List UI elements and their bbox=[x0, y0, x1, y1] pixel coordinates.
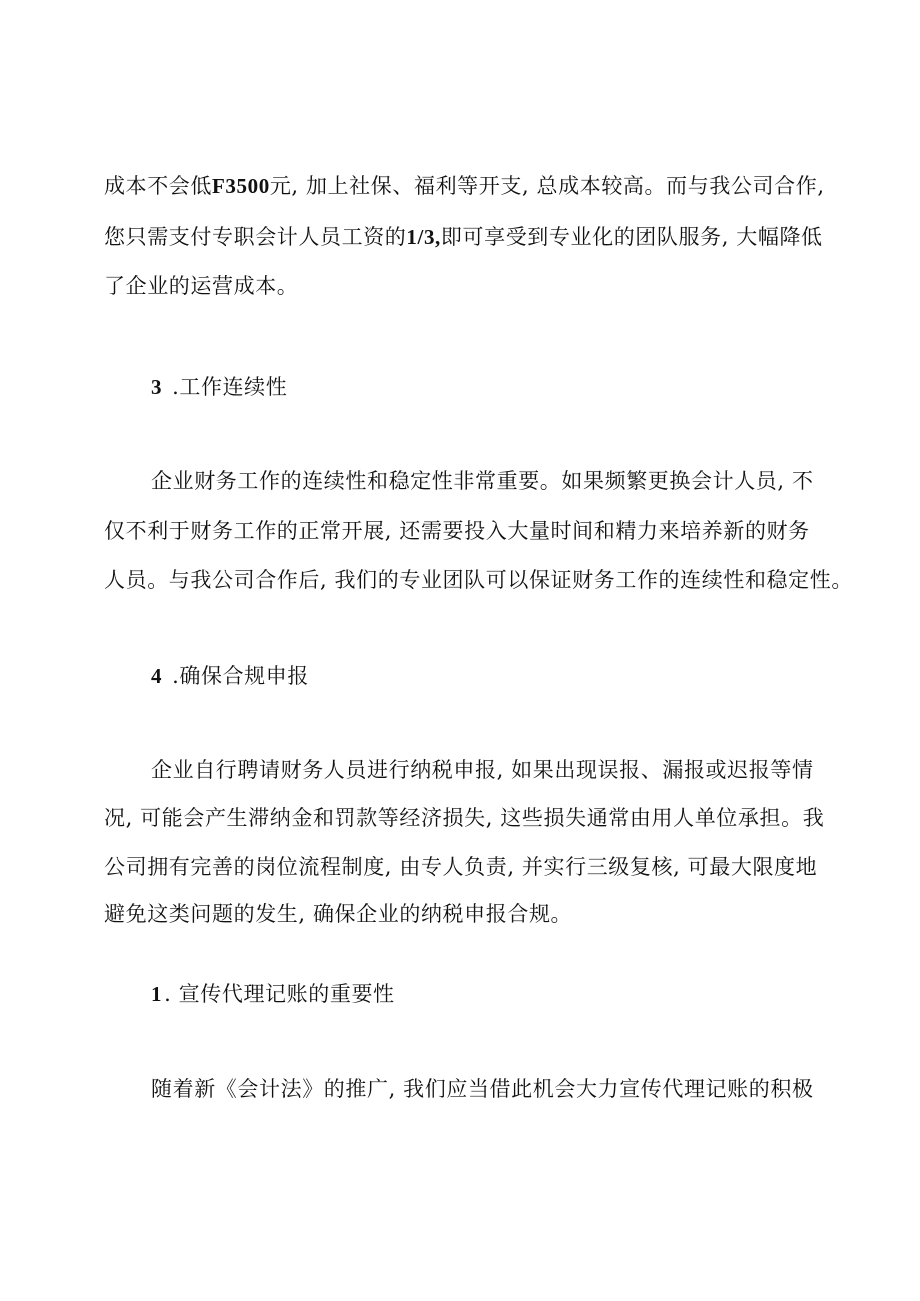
amount-text: F3500 bbox=[212, 174, 270, 198]
section-title: .工作连续性 bbox=[172, 375, 288, 399]
paragraph-line: 仅不利于财务工作的正常开展, 还需要投入大量时间和精力来培养新的财务 bbox=[104, 519, 810, 543]
text-run: 成本不会低 bbox=[104, 174, 212, 198]
section-heading bbox=[151, 372, 287, 402]
paragraph-line: 人员。与我公司合作后, 我们的专业团队可以保证财务工作的连续性和稳定性。 bbox=[104, 568, 853, 592]
section-heading bbox=[151, 979, 395, 1009]
fraction-text: 1/3, bbox=[406, 225, 441, 249]
section-title: .确保合规申报 bbox=[172, 664, 309, 688]
paragraph-line: 公司拥有完善的岗位流程制度, 由专人负责, 并实行三级复核, 可最大限度地 bbox=[104, 855, 818, 879]
text-run: 即可享受到专业化的团队服务, 大幅降低 bbox=[440, 225, 823, 249]
text-run: 元, 加上社保、福利等开支, 总成本较高。而与我公司合作, bbox=[269, 174, 825, 198]
paragraph-line: 随着新《会计法》的推广, 我们应当借此机会大力宣传代理记账的积极 bbox=[151, 1077, 814, 1101]
paragraph-line bbox=[104, 222, 823, 252]
section-title: . 宣传代理记账的重要性 bbox=[164, 982, 395, 1006]
section-number: 1 bbox=[151, 982, 163, 1006]
paragraph-line bbox=[104, 171, 825, 201]
paragraph-line: 了企业的运营成本。 bbox=[104, 274, 299, 298]
paragraph-line: 企业自行聘请财务人员进行纳税申报, 如果出现误报、漏报或迟报等情 bbox=[151, 758, 814, 782]
text-run: 您只需支付专职会计人员工资的 bbox=[104, 225, 407, 249]
paragraph-line: 企业财务工作的连续性和稳定性非常重要。如果频繁更换会计人员, 不 bbox=[151, 469, 814, 493]
paragraph-line: 避免这类问题的发生, 确保企业的纳税申报合规。 bbox=[104, 902, 573, 926]
section-heading bbox=[151, 661, 309, 691]
paragraph-line: 况, 可能会产生滞纳金和罚款等经济损失, 这些损失通常由用人单位承担。我 bbox=[104, 806, 825, 830]
section-number: 4 bbox=[151, 664, 163, 688]
section-number: 3 bbox=[151, 375, 163, 399]
